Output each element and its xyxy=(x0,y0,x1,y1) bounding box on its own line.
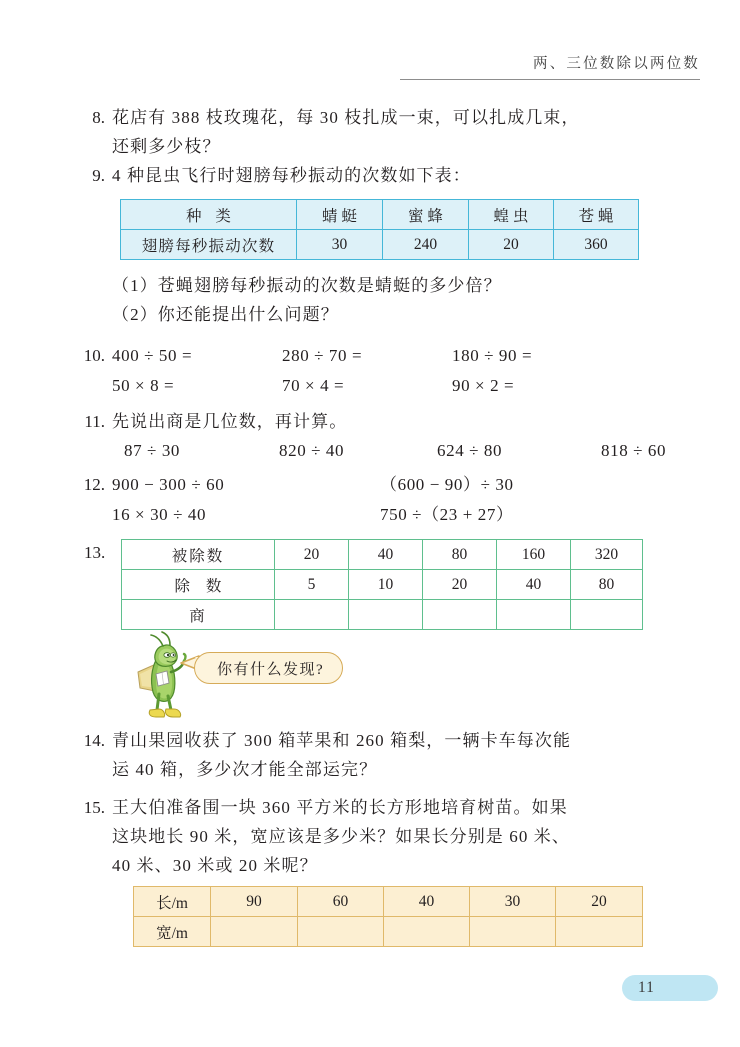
quotient-1[interactable] xyxy=(349,600,423,630)
problem-15 xyxy=(78,793,708,880)
width-0[interactable] xyxy=(211,917,298,947)
insect-species-1: 蜜 蜂 xyxy=(383,200,469,230)
expr-90-times-2: 90 × 2 = xyxy=(452,376,515,395)
division-relationship-table xyxy=(121,539,642,630)
problem-9-subitems xyxy=(112,271,712,329)
insect-wingbeat-table xyxy=(120,199,638,260)
problem-11-body xyxy=(112,407,721,466)
chapter-title: 两、三位数除以两位数 xyxy=(533,56,700,72)
problem-15-body xyxy=(112,793,708,880)
problem-13-number: 13. xyxy=(84,543,106,562)
problem-12-body xyxy=(112,470,698,530)
expr-50-times-8: 50 × 8 = xyxy=(112,376,175,395)
division-row-label-1: 除 数 xyxy=(122,570,275,600)
expr-16-times-30-div-40: 16 × 30 ÷ 40 xyxy=(112,505,207,524)
problem-12-row-1 xyxy=(112,470,698,500)
mascot-speech-text: 你有什么发现? xyxy=(217,661,325,678)
division-row-label-0: 被除数 xyxy=(122,540,275,570)
table-row xyxy=(122,540,643,570)
problem-8-body xyxy=(112,103,678,161)
quotient-3[interactable] xyxy=(497,600,571,630)
problem-15-number: 15. xyxy=(83,798,105,817)
division-table xyxy=(121,539,643,630)
length-3: 30 xyxy=(470,887,556,917)
divisor-1: 10 xyxy=(349,570,423,600)
insect-species-0: 蜻 蜓 xyxy=(297,200,383,230)
insect-table xyxy=(120,199,639,260)
table-row xyxy=(121,200,639,230)
insect-species-2: 蝗 虫 xyxy=(469,200,554,230)
expr-87-div-30: 87 ÷ 30 xyxy=(124,441,181,460)
grasshopper-mascot-icon xyxy=(126,630,204,720)
expr-180-div-90: 180 ÷ 90 = xyxy=(452,346,533,365)
mascot-speech-bubble xyxy=(194,652,343,684)
page-number: 11 xyxy=(638,979,655,996)
dividend-0: 20 xyxy=(275,540,349,570)
insect-count-0: 30 xyxy=(297,230,383,260)
rectangle-dimensions-table xyxy=(133,886,642,947)
problem-10-row-1 xyxy=(112,341,698,371)
page-number-pill xyxy=(622,975,718,1001)
problem-15-line-2: 这块地长 90 米，宽应该是多少米？如果长分别是 60 米、 xyxy=(112,827,570,846)
problem-14-line-1: 青山果园收获了 300 箱苹果和 260 箱梨，一辆卡车每次能 xyxy=(112,731,572,750)
problem-11-number: 11. xyxy=(84,412,105,431)
expr-280-div-70: 280 ÷ 70 = xyxy=(282,346,363,365)
width-2[interactable] xyxy=(384,917,470,947)
problem-12-row-2 xyxy=(112,500,698,530)
problem-9-number: 9. xyxy=(92,166,105,185)
expr-820-div-40: 820 ÷ 40 xyxy=(279,441,345,460)
expr-400-div-50: 400 ÷ 50 = xyxy=(112,346,193,365)
problem-12-number: 12. xyxy=(83,475,105,494)
rectangle-table xyxy=(133,886,643,947)
problem-15-line-3: 40 米、30 米或 20 米呢？ xyxy=(112,856,318,875)
length-0: 90 xyxy=(211,887,298,917)
insect-count-3: 360 xyxy=(554,230,639,260)
expr-900-minus-300-div-60: 900 − 300 ÷ 60 xyxy=(112,475,225,494)
rectangle-row-label-1: 宽/m xyxy=(134,917,211,947)
table-row xyxy=(122,570,643,600)
problem-8-line-1: 花店有 388 枝玫瑰花，每 30 枝扎成一束，可以扎成几束， xyxy=(112,108,580,127)
divisor-3: 40 xyxy=(497,570,571,600)
expr-750-div-23-plus-27: 750 ÷（23 + 27） xyxy=(380,505,514,524)
quotient-0[interactable] xyxy=(275,600,349,630)
length-4: 20 xyxy=(556,887,643,917)
dividend-4: 320 xyxy=(571,540,643,570)
problem-9-sub-1: （1）苍蝇翅膀每秒振动的次数是蜻蜓的多少倍？ xyxy=(112,276,502,295)
insect-species-3: 苍 蝇 xyxy=(554,200,639,230)
width-3[interactable] xyxy=(470,917,556,947)
problem-9-line-1: 4 种昆虫飞行时翅膀每秒振动的次数如下表： xyxy=(112,166,471,185)
insect-count-1: 240 xyxy=(383,230,469,260)
problem-11 xyxy=(78,407,718,466)
insect-table-row-label-0: 种 类 xyxy=(121,200,297,230)
problem-9-sub-2: （2）你还能提出什么问题？ xyxy=(112,305,339,324)
problem-14 xyxy=(78,726,698,784)
problem-15-line-1: 王大伯准备围一块 360 平方米的长方形地培育树苗。如果 xyxy=(112,798,568,817)
divisor-0: 5 xyxy=(275,570,349,600)
problem-8-number: 8. xyxy=(92,108,105,127)
expr-70-times-4: 70 × 4 = xyxy=(282,376,345,395)
expr-624-div-80: 624 ÷ 80 xyxy=(437,441,503,460)
dividend-2: 80 xyxy=(423,540,497,570)
problem-10-number: 10. xyxy=(83,346,105,365)
problem-10-body xyxy=(112,341,698,401)
insect-table-row-label-1: 翅膀每秒振动次数 xyxy=(121,230,297,260)
dividend-3: 160 xyxy=(497,540,571,570)
problem-9-body xyxy=(112,161,678,190)
table-row xyxy=(134,917,643,947)
problem-12 xyxy=(78,470,698,530)
expr-600-minus-90-div-30: （600 − 90）÷ 30 xyxy=(380,475,514,494)
problem-10 xyxy=(78,341,698,401)
problem-8-line-2: 还剩多少枝？ xyxy=(112,137,221,156)
rectangle-row-label-0: 长/m xyxy=(134,887,211,917)
length-1: 60 xyxy=(298,887,384,917)
mascot-group xyxy=(126,630,376,722)
width-4[interactable] xyxy=(556,917,643,947)
problem-11-line-1: 先说出商是几位数，再计算。 xyxy=(112,412,348,431)
division-row-label-2: 商 xyxy=(122,600,275,630)
length-2: 40 xyxy=(384,887,470,917)
problem-11-row-1 xyxy=(112,436,721,466)
problem-9 xyxy=(78,161,678,190)
problem-10-row-2 xyxy=(112,371,698,401)
divisor-4: 80 xyxy=(571,570,643,600)
running-header xyxy=(400,52,700,80)
problem-14-body xyxy=(112,726,698,784)
dividend-1: 40 xyxy=(349,540,423,570)
quotient-4[interactable] xyxy=(571,600,643,630)
expr-818-div-60: 818 ÷ 60 xyxy=(601,441,667,460)
width-1[interactable] xyxy=(298,917,384,947)
problem-8 xyxy=(78,103,678,161)
quotient-2[interactable] xyxy=(423,600,497,630)
table-row xyxy=(121,230,639,260)
problem-14-line-2: 运 40 箱，多少次才能全部运完？ xyxy=(112,760,378,779)
table-row xyxy=(122,600,643,630)
problem-14-number: 14. xyxy=(83,731,105,750)
divisor-2: 20 xyxy=(423,570,497,600)
table-row xyxy=(134,887,643,917)
insect-count-2: 20 xyxy=(469,230,554,260)
